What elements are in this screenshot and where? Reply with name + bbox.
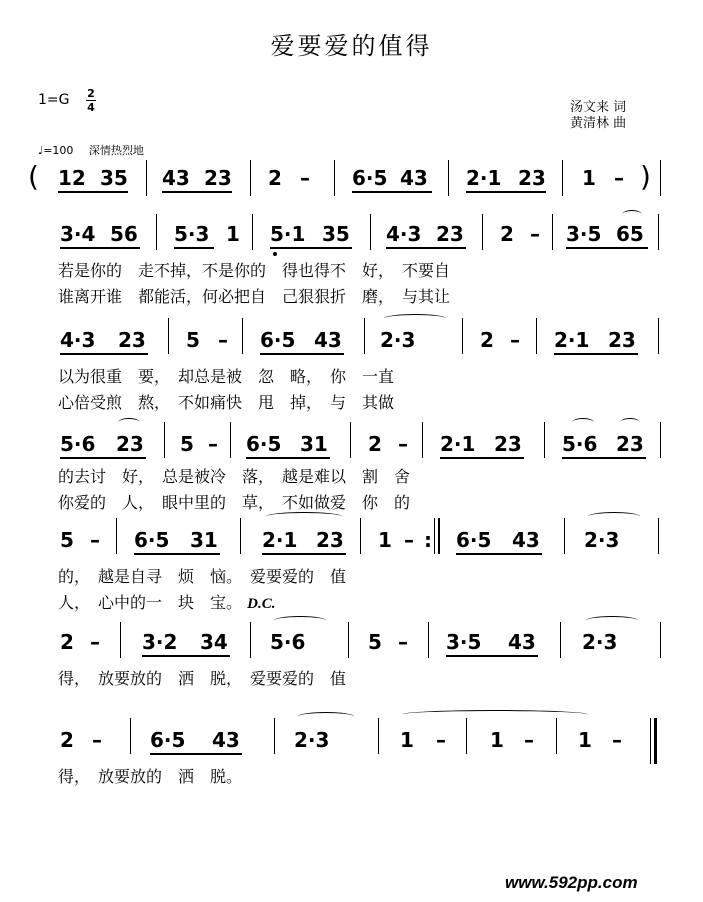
note-group: 31 — [300, 432, 328, 456]
note-group: 34 — [200, 630, 228, 654]
note-group: 2 — [60, 630, 74, 654]
composer-credit: 黄清林 曲 — [570, 116, 627, 131]
note-group: – — [436, 728, 446, 752]
tempo-value: ♩=100 — [38, 144, 74, 157]
note-group: 5·3 — [174, 222, 210, 246]
note-group: 23 — [316, 528, 344, 552]
note-group: 5·1 — [270, 222, 306, 246]
note-group: 1 — [378, 528, 392, 552]
note-group: 23 — [204, 166, 232, 190]
note-group: – — [398, 630, 408, 654]
lyric-line-2: 心倍受煎 熬， 不如痛快 甩 掉， 与 其做 — [58, 393, 395, 412]
note-group: 6·5 — [260, 328, 296, 352]
time-signature-top: 2 — [87, 87, 95, 100]
note-group: 43 — [314, 328, 342, 352]
note-group: 5·6 — [60, 432, 96, 456]
lyric-line-2: 你爱的 人， 眼中里的 草， 不如做爱 你 的 — [58, 493, 411, 512]
note-group: 2 — [268, 166, 282, 190]
note-group: 1 — [490, 728, 504, 752]
note-group: 35 — [100, 166, 128, 190]
lyric-line-2 — [58, 590, 275, 613]
note-group: 2·3 — [380, 328, 416, 352]
key-signature: 1=G — [38, 92, 70, 108]
note-group: 23 — [494, 432, 522, 456]
note-group: – — [404, 528, 414, 552]
note-group: 6·5 — [150, 728, 186, 752]
note-group: 56 — [110, 222, 138, 246]
note-group: – — [398, 432, 408, 456]
note-group: – — [218, 328, 228, 352]
note-group: 3·5 — [566, 222, 602, 246]
note-group: – — [530, 222, 540, 246]
note-group: 2 — [500, 222, 514, 246]
note-group: 2 — [480, 328, 494, 352]
note-group: 6·5 — [134, 528, 170, 552]
note-group: – — [90, 528, 100, 552]
note-group: – — [612, 728, 622, 752]
note-group: 43 — [508, 630, 536, 654]
note-group: 3·5 — [446, 630, 482, 654]
note-group: 43 — [512, 528, 540, 552]
note-group: 1 — [582, 166, 596, 190]
note-group: 12 — [58, 166, 86, 190]
expression-marking: 深情热烈地 — [88, 144, 144, 157]
note-group: 5 — [180, 432, 194, 456]
time-signature — [86, 88, 96, 113]
lyric-line-1: 得， 放要放的 洒 脱。 — [58, 767, 243, 786]
note-group: 4·3 — [60, 328, 96, 352]
note-group: 1 — [400, 728, 414, 752]
note-group: 5·6 — [270, 630, 306, 654]
note-group: 2 — [368, 432, 382, 456]
note-group: 2·3 — [584, 528, 620, 552]
note-group: – — [510, 328, 520, 352]
time-signature-bottom: 4 — [87, 101, 95, 114]
note-group: 1 — [226, 222, 240, 246]
note-group: 43 — [400, 166, 428, 190]
note-group: – — [208, 432, 218, 456]
note-group: 31 — [190, 528, 218, 552]
note-group: 6·5 — [352, 166, 388, 190]
website-watermark: www.592pp.com — [505, 873, 638, 892]
note-group: 23 — [118, 328, 146, 352]
note-group: 5 — [60, 528, 74, 552]
song-title: 爱要爱的值得 — [270, 32, 433, 60]
tempo-marking — [38, 142, 144, 158]
note-group: 3·2 — [142, 630, 178, 654]
note-group: 2·3 — [582, 630, 618, 654]
note-group: 43 — [162, 166, 190, 190]
lyric-line-2: 谁离开谁 都能活，何必把自 己狠狠折 磨， 与其让 — [58, 287, 451, 306]
note-group: – — [90, 630, 100, 654]
note-group: – — [92, 728, 102, 752]
note-group: 23 — [608, 328, 636, 352]
note-group: 5 — [368, 630, 382, 654]
lyric-line-1: 的去讨 好， 总是被冷 落， 越是难以 割 舍 — [58, 467, 411, 486]
note-group: – — [614, 166, 624, 190]
lyric-line-1: 的， 越是自寻 烦 恼。 爱要爱的 值 — [58, 567, 347, 586]
note-group: 3·4 — [60, 222, 96, 246]
note-group: – — [300, 166, 310, 190]
note-group: 35 — [322, 222, 350, 246]
note-group: 2·1 — [262, 528, 298, 552]
note-group: 4·3 — [386, 222, 422, 246]
note-group: – — [524, 728, 534, 752]
note-group: 23 — [518, 166, 546, 190]
note-group: 1 — [578, 728, 592, 752]
da-capo-marking: D.C. — [247, 596, 276, 612]
note-group: 2·1 — [440, 432, 476, 456]
note-group: 2·1 — [466, 166, 502, 190]
note-group: 2 — [60, 728, 74, 752]
lyric-line-1: 以为很重 要， 却总是被 忽 略， 你 一直 — [58, 367, 395, 386]
lyric-line-1: 若是你的 走不掉，不是你的 得也得不 好， 不要自 — [58, 261, 451, 280]
note-group: 6·5 — [456, 528, 492, 552]
note-group: 23 — [436, 222, 464, 246]
note-group: 6·5 — [246, 432, 282, 456]
lyricist-credit: 汤文来 词 — [570, 100, 627, 115]
note-group: 2·3 — [294, 728, 330, 752]
note-group: 65 — [616, 222, 644, 246]
note-group: 23 — [116, 432, 144, 456]
note-group: 2·1 — [554, 328, 590, 352]
lyric-line-1: 得， 放要放的 洒 脱， 爱要爱的 值 — [58, 669, 347, 688]
note-group: 43 — [212, 728, 240, 752]
note-group: 5 — [186, 328, 200, 352]
lyric-text: 人， 心中的一 块 宝。 — [58, 593, 243, 612]
note-group: 23 — [616, 432, 644, 456]
note-group: 5·6 — [562, 432, 598, 456]
